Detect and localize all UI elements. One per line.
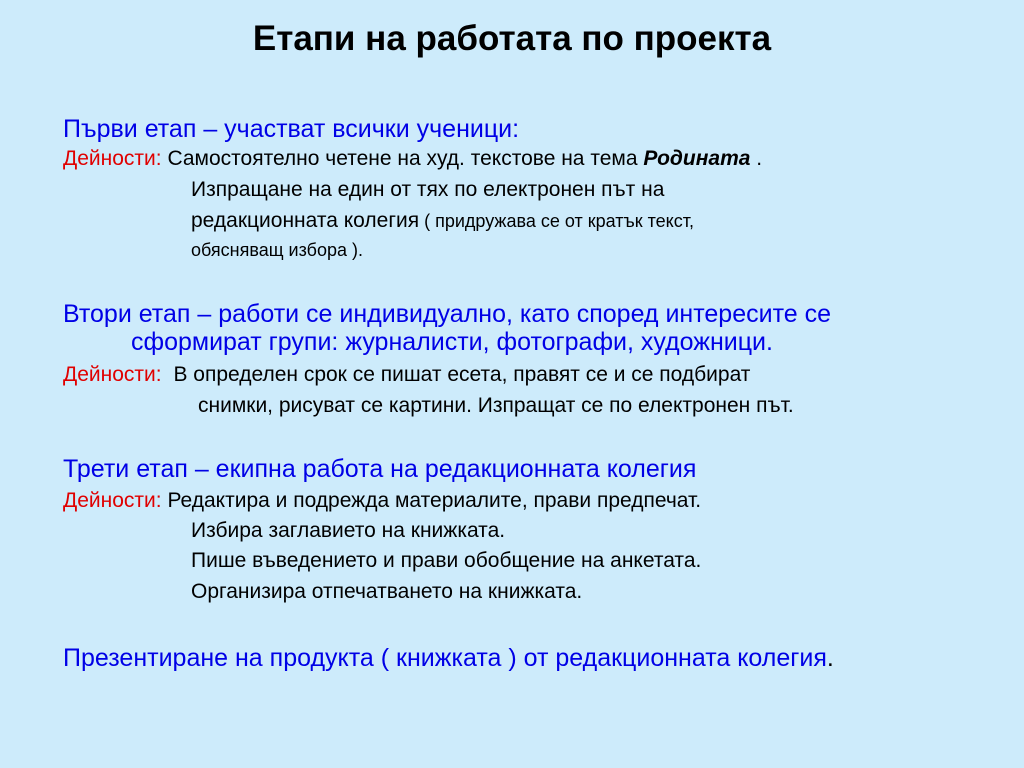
stage3-heading: Трети етап – екипна работа на редакционната колегия [63,455,697,483]
final-presentation-text: Презентиране на продукта ( книжката ) от редакционната колегия [63,644,827,672]
stage2-activities-label: Дейности: [63,363,162,386]
final-presentation [63,642,834,674]
stage3-text-line2: Избира заглавието на книжката. [191,519,506,542]
stage1-line1-end: . [750,147,763,170]
stage1-activity-line1 [63,144,762,174]
stage3-text-line3: Пише въведението и прави обобщение на анкетата. [191,549,702,572]
stage3-text-line1: Редактира и подрежда материалите, прави предпечат. [167,489,702,512]
stage2-heading-line2: сформират групи: журналисти, фотографи, художници. [131,328,773,356]
stage1-activity-line3 [191,206,694,236]
stage1-heading: Първи етап – участват всички ученици: [63,115,520,143]
stage3-text-line4: Организира отпечатването на книжката. [191,580,583,603]
stage1-topic-bold: Родината [643,147,751,170]
stage2-text-line1: В определен срок се пишат есета, правят се и се подбират [173,363,751,386]
stage2-activity-line1 [63,360,750,390]
stage1-text-line3: редакционната колегия [191,209,420,232]
stage1-text-line3-note: ( придружава се от кратък текст, [419,211,694,231]
stage1-text-line2: Изпращане на един от тях по електронен път на [191,178,665,201]
final-period: . [826,644,834,672]
stage1-text-line1: Самостоятелно четене на худ. текстове на тема [167,147,644,170]
stage3-activities-label: Дейности: [63,489,162,512]
stage3-activity-line1 [63,486,701,516]
stage1-activities-label: Дейности: [63,147,162,170]
stage2-text-line2: снимки, рисуват се картини. Изпращат се по електронен път. [198,394,794,417]
stage1-text-line4: обясняващ избора ). [191,240,363,260]
stage2-heading-line1: Втори етап – работи се индивидуално, като според интересите се [63,300,832,328]
page-title: Етапи на работата по проекта [252,19,772,58]
